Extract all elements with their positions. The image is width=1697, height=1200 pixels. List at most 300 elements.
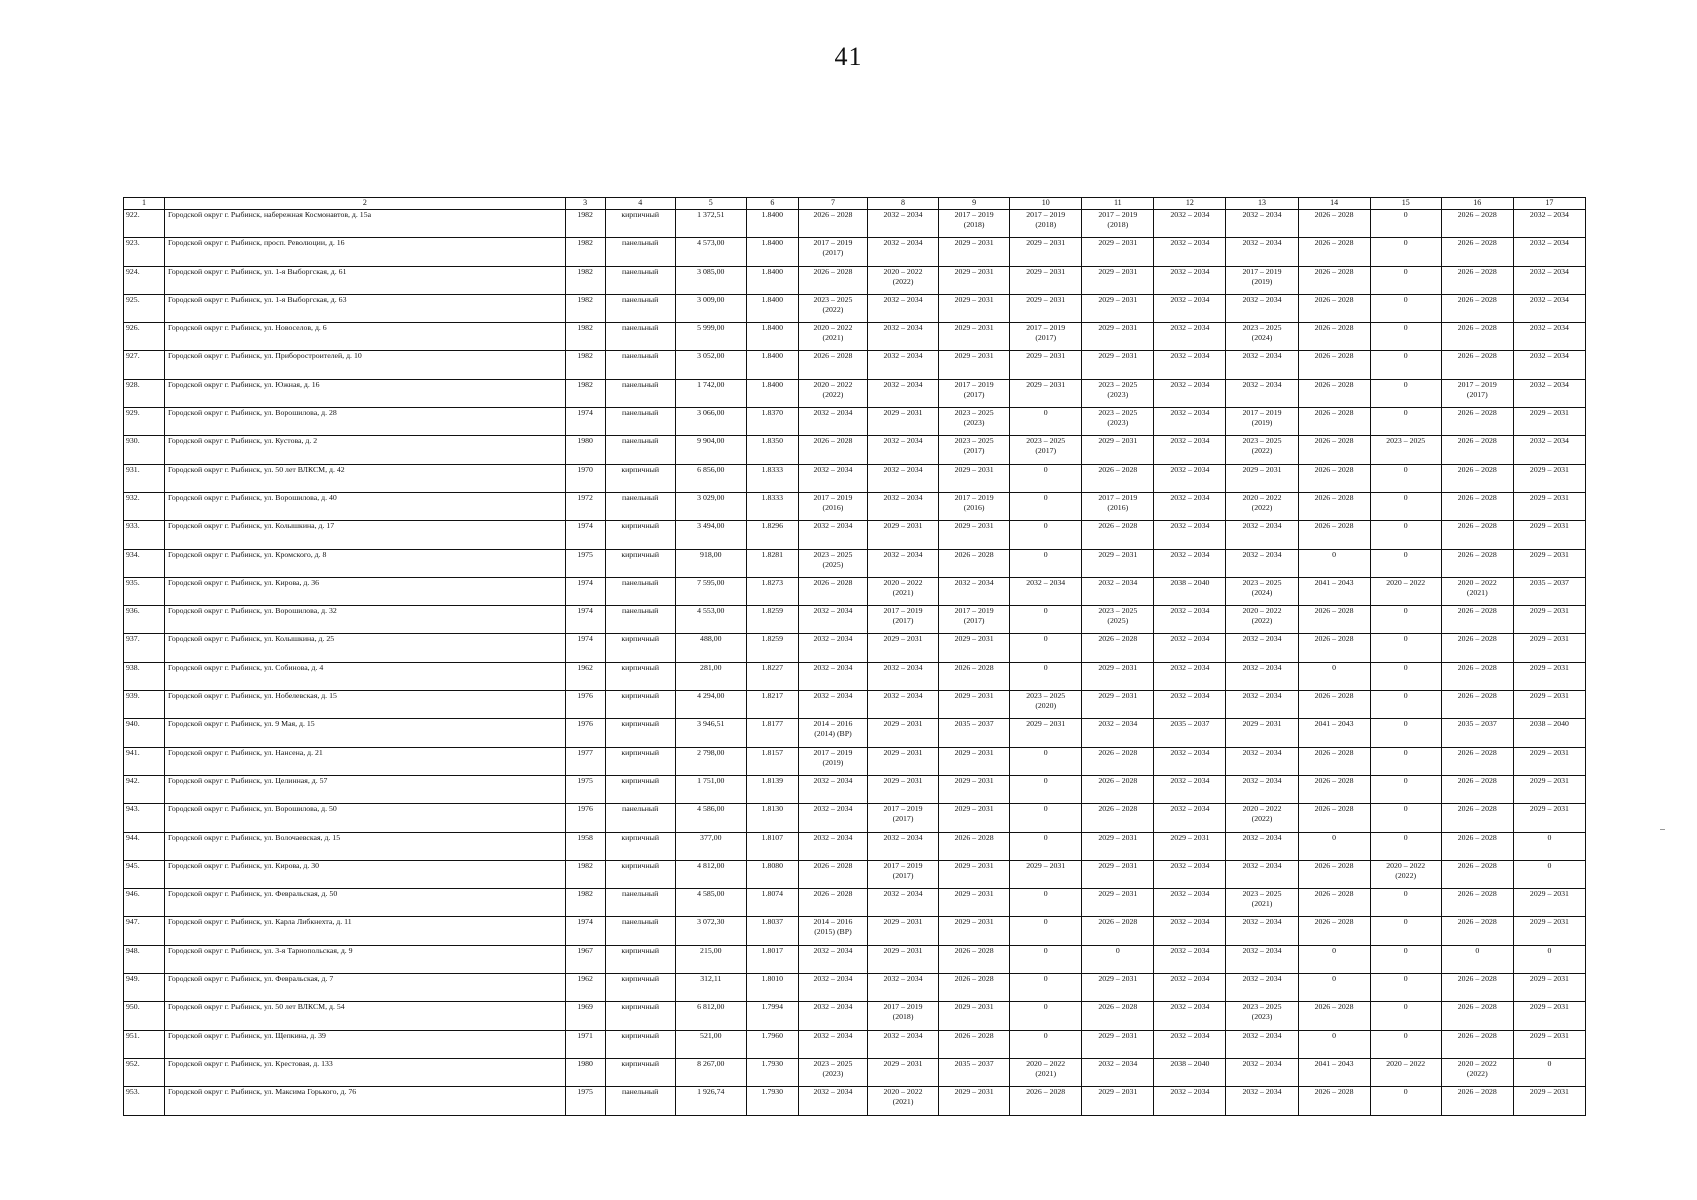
- table-cell: 1.8400: [746, 210, 798, 238]
- table-cell: 2029 – 2031: [1226, 719, 1298, 747]
- table-cell: панельный: [605, 889, 675, 917]
- table-cell: кирпичный: [605, 719, 675, 747]
- table-cell: 2026 – 2028: [1441, 492, 1513, 520]
- table-cell: 1974: [565, 917, 605, 945]
- table-cell: 2032 – 2034: [798, 1030, 867, 1058]
- table-row: [124, 804, 1586, 832]
- table-cell: 0: [1513, 832, 1585, 860]
- table-cell: 2029 – 2031: [867, 408, 938, 436]
- table-cell: 2029 – 2031: [1082, 889, 1154, 917]
- table-cell: 2029 – 2031: [1513, 464, 1585, 492]
- column-header: 8: [867, 198, 938, 210]
- table-cell: 2032 – 2034: [1154, 1087, 1226, 1115]
- table-cell: 918,00: [675, 549, 746, 577]
- table-cell: 2026 – 2028: [1082, 747, 1154, 775]
- address-cell: Городской округ г. Рыбинск, ул. 50 лет ВЛКСМ, д. 54: [165, 1002, 566, 1030]
- table-cell: 2032 – 2034: [798, 775, 867, 803]
- table-cell: 2017 – 2019 (2017): [867, 860, 938, 888]
- table-cell: 942.: [124, 775, 165, 803]
- table-cell: 2017 – 2019 (2016): [798, 492, 867, 520]
- table-cell: 1980: [565, 1058, 605, 1086]
- table-cell: 2026 – 2028: [1441, 860, 1513, 888]
- table-cell: 934.: [124, 549, 165, 577]
- table-cell: 2020 – 2022 (2021): [1010, 1058, 1082, 1086]
- table-cell: 1.8017: [746, 945, 798, 973]
- table-cell: 2026 – 2028: [1441, 747, 1513, 775]
- table-cell: 933.: [124, 521, 165, 549]
- table-cell: 2029 – 2031: [939, 1087, 1010, 1115]
- table-cell: 1.8333: [746, 492, 798, 520]
- table-cell: 2029 – 2031: [1226, 464, 1298, 492]
- table-row: [124, 1030, 1586, 1058]
- table-cell: 2032 – 2034: [1154, 549, 1226, 577]
- table-cell: 928.: [124, 379, 165, 407]
- table-cell: 2032 – 2034: [867, 464, 938, 492]
- table-cell: 2026 – 2028: [1082, 917, 1154, 945]
- table-cell: 2032 – 2034: [1154, 351, 1226, 379]
- table-row: [124, 775, 1586, 803]
- table-cell: 2017 – 2019 (2017): [798, 238, 867, 266]
- table-cell: 2032 – 2034: [1226, 1087, 1298, 1115]
- table-cell: панельный: [605, 606, 675, 634]
- table-cell: 2029 – 2031: [1513, 521, 1585, 549]
- table-cell: 947.: [124, 917, 165, 945]
- table-cell: 2032 – 2034: [1513, 238, 1585, 266]
- table-cell: 2032 – 2034: [1226, 945, 1298, 973]
- table-cell: 2032 – 2034: [1513, 323, 1585, 351]
- table-cell: 0: [1370, 606, 1441, 634]
- table-cell: 2029 – 2031: [1513, 917, 1585, 945]
- table-cell: панельный: [605, 408, 675, 436]
- table-cell: 7 595,00: [675, 577, 746, 605]
- table-cell: 1.8400: [746, 351, 798, 379]
- table-cell: 2026 – 2028: [1441, 1087, 1513, 1115]
- table-cell: 2026 – 2028: [1441, 294, 1513, 322]
- table-cell: 2032 – 2034: [798, 634, 867, 662]
- column-header: 14: [1298, 198, 1370, 210]
- table-cell: 2029 – 2031: [1082, 860, 1154, 888]
- table-cell: 8 267,00: [675, 1058, 746, 1086]
- table-cell: 2026 – 2028: [939, 832, 1010, 860]
- table-cell: 2029 – 2031: [1010, 719, 1082, 747]
- table-cell: 521,00: [675, 1030, 746, 1058]
- address-cell: Городской округ г. Рыбинск, ул. 1-я Выборгская, д. 61: [165, 266, 566, 294]
- table-cell: 2032 – 2034: [1154, 238, 1226, 266]
- table-cell: 2026 – 2028: [939, 549, 1010, 577]
- table-cell: 2026 – 2028: [1082, 804, 1154, 832]
- table-cell: 4 812,00: [675, 860, 746, 888]
- table-row: [124, 521, 1586, 549]
- table-cell: 1 926,74: [675, 1087, 746, 1115]
- table-cell: 2017 – 2019 (2019): [1226, 408, 1298, 436]
- table-cell: 1982: [565, 351, 605, 379]
- table-cell: 2029 – 2031: [939, 1002, 1010, 1030]
- table-cell: кирпичный: [605, 974, 675, 1002]
- table-cell: 2038 – 2040: [1154, 577, 1226, 605]
- table-cell: 2029 – 2031: [939, 464, 1010, 492]
- column-header: 5: [675, 198, 746, 210]
- table-cell: 1 372,51: [675, 210, 746, 238]
- table-cell: 2032 – 2034: [798, 1002, 867, 1030]
- address-cell: Городской округ г. Рыбинск, ул. Щепкина, д. 39: [165, 1030, 566, 1058]
- table-cell: 2026 – 2028: [1441, 804, 1513, 832]
- table-cell: 3 029,00: [675, 492, 746, 520]
- table-cell: 2029 – 2031: [1154, 832, 1226, 860]
- table-cell: 1982: [565, 238, 605, 266]
- table-cell: 2032 – 2034: [798, 606, 867, 634]
- table-cell: 2032 – 2034: [798, 1087, 867, 1115]
- table-cell: 2032 – 2034: [1226, 351, 1298, 379]
- table-cell: 0: [1082, 945, 1154, 973]
- table-cell: 2032 – 2034: [798, 945, 867, 973]
- table-cell: 2041 – 2043: [1298, 577, 1370, 605]
- table-cell: 2026 – 2028: [1298, 1087, 1370, 1115]
- table-cell: 2029 – 2031: [1513, 889, 1585, 917]
- table-cell: 2032 – 2034: [1226, 775, 1298, 803]
- table-row: [124, 917, 1586, 945]
- table-cell: 2023 – 2025 (2024): [1226, 323, 1298, 351]
- table-cell: 2023 – 2025 (2017): [939, 436, 1010, 464]
- table-cell: 2029 – 2031: [1513, 492, 1585, 520]
- table-cell: 6 856,00: [675, 464, 746, 492]
- table-cell: 2017 – 2019 (2019): [798, 747, 867, 775]
- table-cell: 2026 – 2028: [1298, 691, 1370, 719]
- table-cell: 2026 – 2028: [1441, 436, 1513, 464]
- page-number: 41: [834, 42, 863, 71]
- table-row: [124, 464, 1586, 492]
- table-cell: 922.: [124, 210, 165, 238]
- table-cell: 2041 – 2043: [1298, 1058, 1370, 1086]
- table-cell: 2029 – 2031: [939, 775, 1010, 803]
- table-cell: 2026 – 2028: [939, 974, 1010, 1002]
- table-cell: 2020 – 2022 (2022): [1226, 492, 1298, 520]
- table-cell: 0: [1370, 719, 1441, 747]
- table-cell: 2035 – 2037: [1513, 577, 1585, 605]
- column-header: 6: [746, 198, 798, 210]
- table-cell: 943.: [124, 804, 165, 832]
- table-cell: 2032 – 2034: [1082, 577, 1154, 605]
- table-cell: 2032 – 2034: [798, 691, 867, 719]
- table-cell: 215,00: [675, 945, 746, 973]
- table-row: [124, 379, 1586, 407]
- table-cell: 2026 – 2028: [1082, 521, 1154, 549]
- table-cell: 1971: [565, 1030, 605, 1058]
- table-cell: 2032 – 2034: [1082, 719, 1154, 747]
- table-cell: 2029 – 2031: [1010, 294, 1082, 322]
- table-cell: 941.: [124, 747, 165, 775]
- table-cell: 1.8400: [746, 266, 798, 294]
- table-cell: 0: [1010, 832, 1082, 860]
- table-cell: 1977: [565, 747, 605, 775]
- table-cell: 2032 – 2034: [1226, 210, 1298, 238]
- table-cell: 1982: [565, 323, 605, 351]
- table-cell: 948.: [124, 945, 165, 973]
- table-cell: 2029 – 2031: [1513, 747, 1585, 775]
- address-cell: Городской округ г. Рыбинск, ул. 1-я Выборгская, д. 63: [165, 294, 566, 322]
- table-cell: 0: [1370, 1030, 1441, 1058]
- table-cell: 2029 – 2031: [1513, 691, 1585, 719]
- table-cell: 923.: [124, 238, 165, 266]
- table-cell: 2023 – 2025 (2022): [798, 294, 867, 322]
- table-cell: 2032 – 2034: [1226, 634, 1298, 662]
- table-cell: 2026 – 2028: [798, 351, 867, 379]
- table-cell: 2026 – 2028: [1298, 634, 1370, 662]
- table-cell: 2032 – 2034: [1154, 606, 1226, 634]
- table-cell: 3 052,00: [675, 351, 746, 379]
- table-cell: 0: [1513, 860, 1585, 888]
- table-cell: 2032 – 2034: [798, 662, 867, 690]
- table-cell: 2032 – 2034: [1513, 266, 1585, 294]
- table-cell: 2026 – 2028: [1441, 266, 1513, 294]
- table-cell: 2026 – 2028: [1298, 521, 1370, 549]
- table-cell: 2026 – 2028: [1082, 464, 1154, 492]
- table-cell: 2029 – 2031: [867, 775, 938, 803]
- table-cell: 0: [1010, 549, 1082, 577]
- table-cell: 1.8010: [746, 974, 798, 1002]
- table-cell: 2026 – 2028: [1082, 634, 1154, 662]
- address-cell: Городской округ г. Рыбинск, набережная Космонавтов, д. 15а: [165, 210, 566, 238]
- table-cell: 2029 – 2031: [939, 917, 1010, 945]
- address-cell: Городской округ г. Рыбинск, ул. Колышкина, д. 25: [165, 634, 566, 662]
- table-cell: 2029 – 2031: [1513, 1087, 1585, 1115]
- table-cell: 281,00: [675, 662, 746, 690]
- table-cell: 1.8370: [746, 408, 798, 436]
- table-row: [124, 634, 1586, 662]
- table-cell: 1982: [565, 210, 605, 238]
- table-cell: 0: [1370, 1002, 1441, 1030]
- table-cell: 0: [1010, 521, 1082, 549]
- table-cell: панельный: [605, 804, 675, 832]
- table-cell: 2026 – 2028: [1298, 379, 1370, 407]
- table-cell: 2032 – 2034: [798, 408, 867, 436]
- table-cell: 0: [1370, 889, 1441, 917]
- table-cell: 2032 – 2034: [1154, 1002, 1226, 1030]
- column-header: 4: [605, 198, 675, 210]
- table-cell: 2026 – 2028: [1441, 1030, 1513, 1058]
- table-cell: 2029 – 2031: [1513, 634, 1585, 662]
- table-cell: 0: [1370, 917, 1441, 945]
- table-cell: 2029 – 2031: [1513, 408, 1585, 436]
- table-cell: 2032 – 2034: [867, 832, 938, 860]
- table-cell: 0: [1370, 974, 1441, 1002]
- table-cell: 2029 – 2031: [939, 889, 1010, 917]
- table-cell: 2032 – 2034: [1010, 577, 1082, 605]
- table-cell: 0: [1298, 832, 1370, 860]
- table-cell: 2032 – 2034: [1154, 974, 1226, 1002]
- address-cell: Городской округ г. Рыбинск, ул. Февральская, д. 50: [165, 889, 566, 917]
- table-cell: 2029 – 2031: [1010, 351, 1082, 379]
- column-header: 15: [1370, 198, 1441, 210]
- table-cell: 0: [1370, 266, 1441, 294]
- table-cell: 2032 – 2034: [867, 549, 938, 577]
- table-cell: 0: [1010, 408, 1082, 436]
- table-cell: 2029 – 2031: [1082, 549, 1154, 577]
- table-cell: 2032 – 2034: [867, 436, 938, 464]
- table-cell: 0: [1370, 775, 1441, 803]
- table-cell: 2014 – 2016 (2015) (ВР): [798, 917, 867, 945]
- table-cell: 2029 – 2031: [1513, 775, 1585, 803]
- table-cell: панельный: [605, 379, 675, 407]
- table-cell: 1.8400: [746, 238, 798, 266]
- table-row: [124, 1058, 1586, 1086]
- table-cell: 3 946,51: [675, 719, 746, 747]
- table-row: [124, 719, 1586, 747]
- table-cell: 2032 – 2034: [1513, 436, 1585, 464]
- table-cell: 2026 – 2028: [1441, 634, 1513, 662]
- table-cell: 2026 – 2028: [798, 577, 867, 605]
- table-cell: 1.8139: [746, 775, 798, 803]
- table-cell: 2032 – 2034: [1154, 1030, 1226, 1058]
- table-cell: 1974: [565, 606, 605, 634]
- table-cell: 2017 – 2019 (2018): [1082, 210, 1154, 238]
- table-cell: 1.8259: [746, 634, 798, 662]
- table-cell: панельный: [605, 351, 675, 379]
- table-cell: 1974: [565, 634, 605, 662]
- table-cell: 1.8400: [746, 323, 798, 351]
- table-cell: 0: [1010, 804, 1082, 832]
- table-cell: 2026 – 2028: [1441, 832, 1513, 860]
- table-cell: 2029 – 2031: [867, 634, 938, 662]
- table-cell: 2023 – 2025 (2020): [1010, 691, 1082, 719]
- table-cell: 1.8217: [746, 691, 798, 719]
- table-cell: 2026 – 2028: [1298, 323, 1370, 351]
- table-cell: кирпичный: [605, 691, 675, 719]
- table-cell: 2026 – 2028: [1441, 917, 1513, 945]
- table-cell: панельный: [605, 917, 675, 945]
- address-cell: Городской округ г. Рыбинск, ул. Кирова, д. 36: [165, 577, 566, 605]
- table-cell: 2029 – 2031: [867, 747, 938, 775]
- table-cell: 935.: [124, 577, 165, 605]
- table-cell: 2032 – 2034: [1154, 917, 1226, 945]
- table-cell: 4 573,00: [675, 238, 746, 266]
- column-header: 16: [1441, 198, 1513, 210]
- table-cell: 0: [1010, 945, 1082, 973]
- table-cell: 2029 – 2031: [939, 747, 1010, 775]
- table-cell: 2026 – 2028: [1441, 889, 1513, 917]
- table-cell: 2020 – 2022 (2022): [867, 266, 938, 294]
- address-cell: Городской округ г. Рыбинск, ул. Февральская, д. 7: [165, 974, 566, 1002]
- table-cell: панельный: [605, 436, 675, 464]
- table-cell: 2026 – 2028: [1298, 860, 1370, 888]
- table-cell: 2026 – 2028: [798, 436, 867, 464]
- table-cell: 2029 – 2031: [939, 860, 1010, 888]
- table-cell: 2017 – 2019 (2017): [939, 379, 1010, 407]
- table-cell: 2029 – 2031: [1082, 351, 1154, 379]
- table-cell: 2032 – 2034: [1513, 351, 1585, 379]
- table-cell: 2026 – 2028: [1441, 549, 1513, 577]
- table-cell: 1962: [565, 662, 605, 690]
- table-cell: 2026 – 2028: [1010, 1087, 1082, 1115]
- address-cell: Городской округ г. Рыбинск, ул. Целинная, д. 57: [165, 775, 566, 803]
- table-cell: 2029 – 2031: [1082, 974, 1154, 1002]
- table-cell: 2032 – 2034: [798, 521, 867, 549]
- table-cell: панельный: [605, 266, 675, 294]
- table-cell: 2026 – 2028: [1441, 974, 1513, 1002]
- column-header: 11: [1082, 198, 1154, 210]
- address-cell: Городской округ г. Рыбинск, ул. Карла Либкнехта, д. 11: [165, 917, 566, 945]
- table-cell: 2020 – 2022 (2021): [867, 577, 938, 605]
- table-cell: 9 904,00: [675, 436, 746, 464]
- table-cell: кирпичный: [605, 832, 675, 860]
- table-cell: 2020 – 2022 (2021): [867, 1087, 938, 1115]
- table-cell: 2029 – 2031: [1082, 238, 1154, 266]
- table-cell: 0: [1441, 945, 1513, 973]
- table-cell: 0: [1370, 662, 1441, 690]
- table-cell: 2 798,00: [675, 747, 746, 775]
- table-cell: 5 999,00: [675, 323, 746, 351]
- table-cell: 3 072,30: [675, 917, 746, 945]
- table-cell: 2029 – 2031: [867, 521, 938, 549]
- table-cell: 2023 – 2025 (2025): [798, 549, 867, 577]
- table-cell: 2023 – 2025 (2023): [939, 408, 1010, 436]
- table-cell: 0: [1298, 549, 1370, 577]
- column-header: 10: [1010, 198, 1082, 210]
- table-cell: кирпичный: [605, 210, 675, 238]
- table-cell: 2020 – 2022 (2021): [798, 323, 867, 351]
- table-cell: 2026 – 2028: [1298, 210, 1370, 238]
- table-cell: 2032 – 2034: [1226, 691, 1298, 719]
- table-cell: 2026 – 2028: [1298, 238, 1370, 266]
- table-cell: панельный: [605, 492, 675, 520]
- table-cell: 1976: [565, 719, 605, 747]
- table-cell: 2032 – 2034: [1226, 917, 1298, 945]
- table-cell: 0: [1370, 549, 1441, 577]
- table-cell: 951.: [124, 1030, 165, 1058]
- table-cell: панельный: [605, 1087, 675, 1115]
- table-row: [124, 1002, 1586, 1030]
- table-row: [124, 860, 1586, 888]
- table-row: [124, 266, 1586, 294]
- table-cell: 1972: [565, 492, 605, 520]
- table-cell: 1.8333: [746, 464, 798, 492]
- table-row: [124, 351, 1586, 379]
- table-cell: 2017 – 2019 (2018): [939, 210, 1010, 238]
- table-cell: 1958: [565, 832, 605, 860]
- table-cell: 2032 – 2034: [1154, 860, 1226, 888]
- table-cell: 2032 – 2034: [1154, 945, 1226, 973]
- table-cell: 2029 – 2031: [1010, 379, 1082, 407]
- table-cell: 2029 – 2031: [1513, 1030, 1585, 1058]
- table-cell: 1975: [565, 1087, 605, 1115]
- table-cell: 1976: [565, 804, 605, 832]
- table-cell: 1982: [565, 294, 605, 322]
- table-cell: 2029 – 2031: [1010, 238, 1082, 266]
- table-cell: 2020 – 2022 (2022): [1226, 606, 1298, 634]
- table-cell: 0: [1010, 634, 1082, 662]
- table-cell: кирпичный: [605, 1058, 675, 1086]
- table-cell: 2023 – 2025: [1370, 436, 1441, 464]
- table-row: [124, 1087, 1586, 1115]
- table-cell: 2032 – 2034: [1226, 832, 1298, 860]
- column-header: 1: [124, 198, 165, 210]
- table-cell: 1.8296: [746, 521, 798, 549]
- table-cell: 2032 – 2034: [1154, 492, 1226, 520]
- table-cell: кирпичный: [605, 860, 675, 888]
- table-cell: 1967: [565, 945, 605, 973]
- table-cell: панельный: [605, 323, 675, 351]
- table-cell: 2026 – 2028: [1441, 408, 1513, 436]
- table-cell: 2029 – 2031: [1513, 549, 1585, 577]
- table-cell: 2032 – 2034: [1226, 379, 1298, 407]
- address-cell: Городской округ г. Рыбинск, ул. 9 Мая, д. 15: [165, 719, 566, 747]
- table-cell: 1975: [565, 775, 605, 803]
- table-cell: 2026 – 2028: [1441, 323, 1513, 351]
- table-cell: 2032 – 2034: [1154, 323, 1226, 351]
- table-cell: 2023 – 2025 (2023): [1082, 408, 1154, 436]
- table-cell: 2023 – 2025 (2024): [1226, 577, 1298, 605]
- table-cell: 2023 – 2025 (2023): [1082, 379, 1154, 407]
- table-cell: 0: [1370, 521, 1441, 549]
